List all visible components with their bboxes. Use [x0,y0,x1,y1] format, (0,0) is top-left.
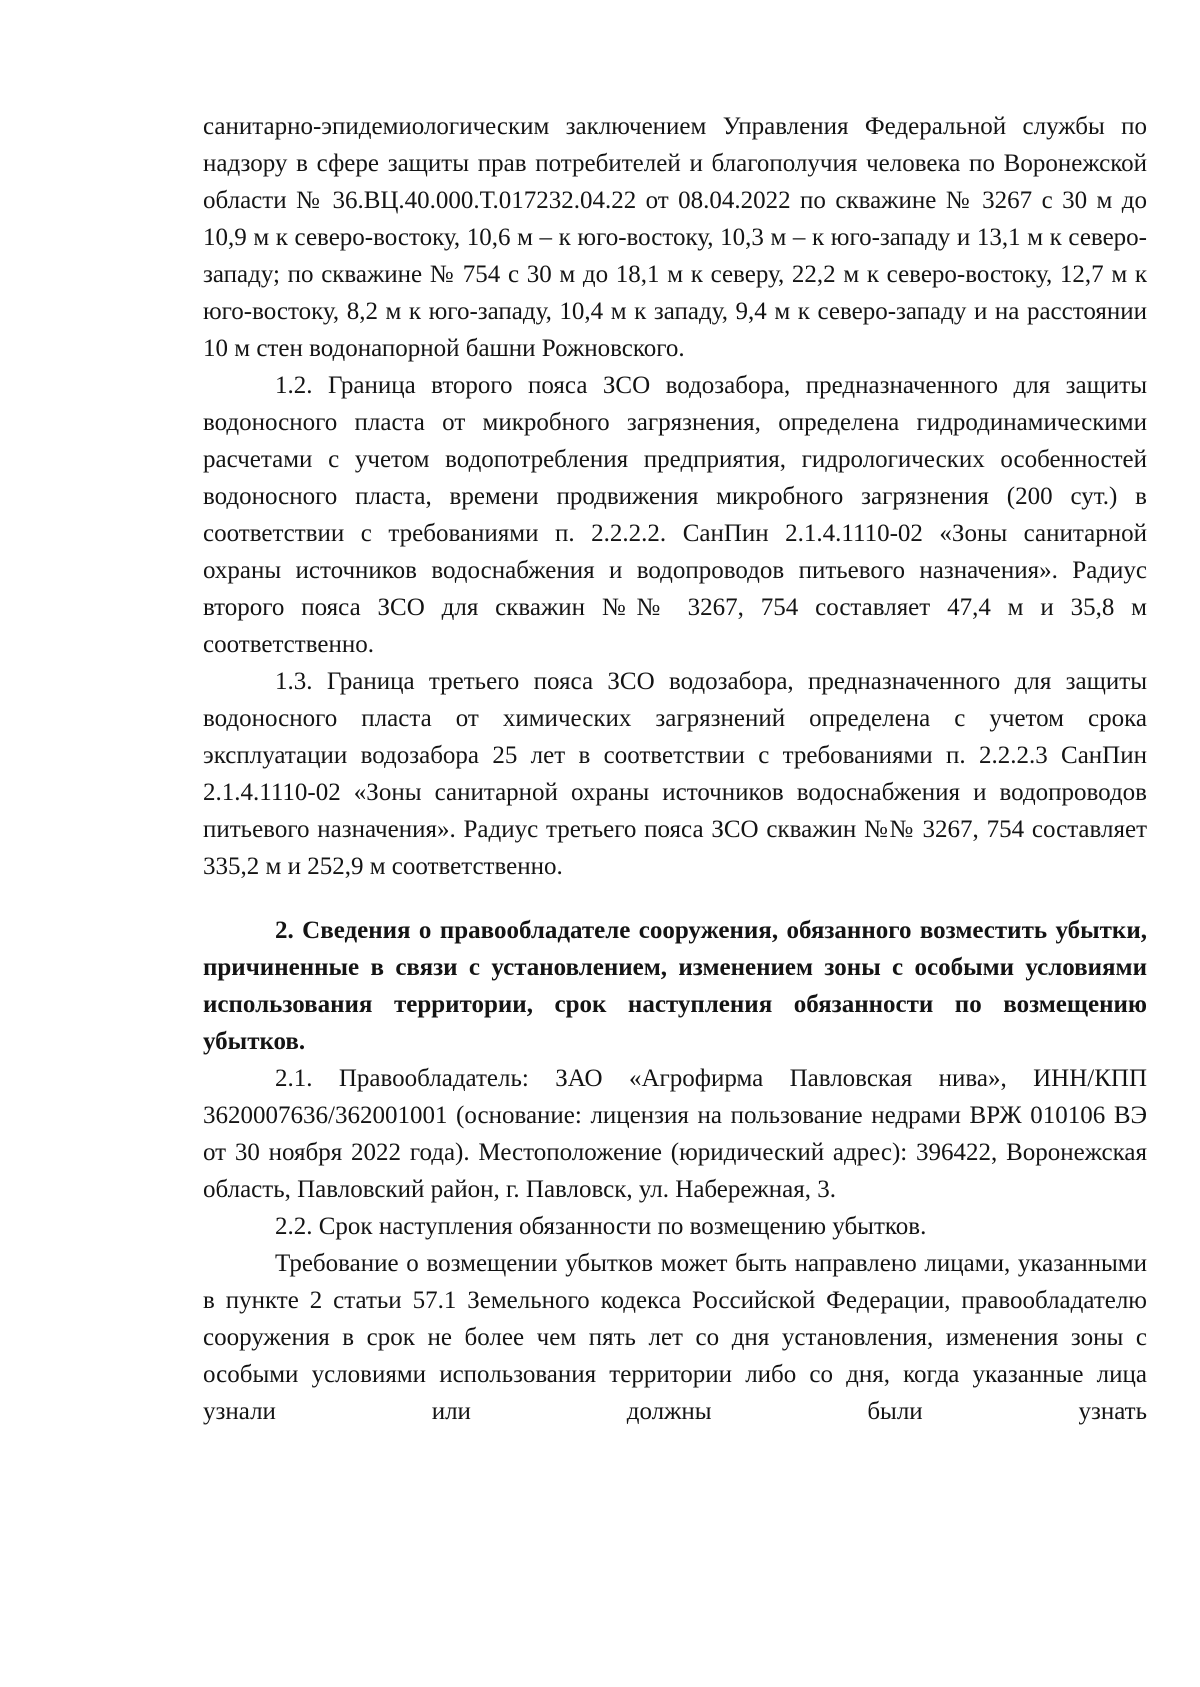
paragraph-2-1: 2.1. Правообладатель: ЗАО «Агрофирма Павловская нива», ИНН/КПП 3620007636/362001001 (основание: лицензия на пользование недрами ВРЖ 010106 ВЭ от 30 ноября 2022 года). Местоположение (юридический адрес): 396422, Воронежская область, Павловский район, г. Павловск, ул. Набережная, 3. [203,1065,1147,1203]
paragraph-1-2: 1.2. Граница второго пояса ЗСО водозабора, предназначенного для защиты водоносного пласта от микробного загрязнения, определена гидродинамическими расчетами с учетом водопотребления предприятия, гидрологических особенностей водоносного пласта, времени продвижения микробного загрязнения (200 сут.) в соответствии с требованиями п. 2.2.2.2. СанПин 2.1.4.1110-02 «Зоны санитарной охраны источников водоснабжения и водопроводов питьевого назначения». Радиус второго пояса ЗСО для скважин №№ 3267, 754 составляет 47,4 м и 35,8 м соответственно. [203,372,1147,658]
paragraph-1-3: 1.3. Граница третьего пояса ЗСО водозабора, предназначенного для защиты водоносного пласта от химических загрязнений определена с учетом срока эксплуатации водозабора 25 лет в соответствии с требованиями п. 2.2.2.3 СанПин 2.1.4.1110-02 «Зоны санитарной охраны источников водоснабжения и водопроводов питьевого назначения». Радиус третьего пояса ЗСО скважин №№ 3267, 754 составляет 335,2 м и 252,9 м соответственно. [203,668,1147,880]
paragraph-continuation: санитарно-эпидемиологическим заключением Управления Федеральной службы по надзору в сфере защиты прав потребителей и благополучия человека по Воронежской области № 36.ВЦ.40.000.Т.017232.04.22 от 08.04.2022 по скважине № 3267 с 30 м до 10,9 м к северо-востоку, 10,6 м – к юго-востоку, 10,3 м – к юго-западу и 13,1 м к северо-западу; по скважине № 754 с 30 м до 18,1 м к северу, 22,2 м к северо-востоку, 12,7 м к юго-востоку, 8,2 м к юго-западу, 10,4 м к западу, 9,4 м к северо-западу и на расстоянии 10 м стен водонапорной башни Рожновского. [203,113,1147,362]
paragraph-2-2: 2.2. Срок наступления обязанности по возмещению убытков. [275,1213,927,1240]
document-body [203,108,1147,1430]
paragraph-requirement: Требование о возмещении убытков может быть направлено лицами, указанными в пункте 2 статьи 57.1 Земельного кодекса Российской Федерации, правообладателю сооружения в срок не более чем пять лет со дня установления, изменения зоны с особыми условиями использования территории либо со дня, когда указанные лица узнали или должны были узнать [203,1250,1147,1425]
section-2-heading: 2. Сведения о правообладателе сооружения, обязанного возместить убытки, причиненные в связи с установлением, изменением зоны с особыми условиями использования территории, срок наступления обязанности по возмещению убытков. [203,917,1147,1055]
